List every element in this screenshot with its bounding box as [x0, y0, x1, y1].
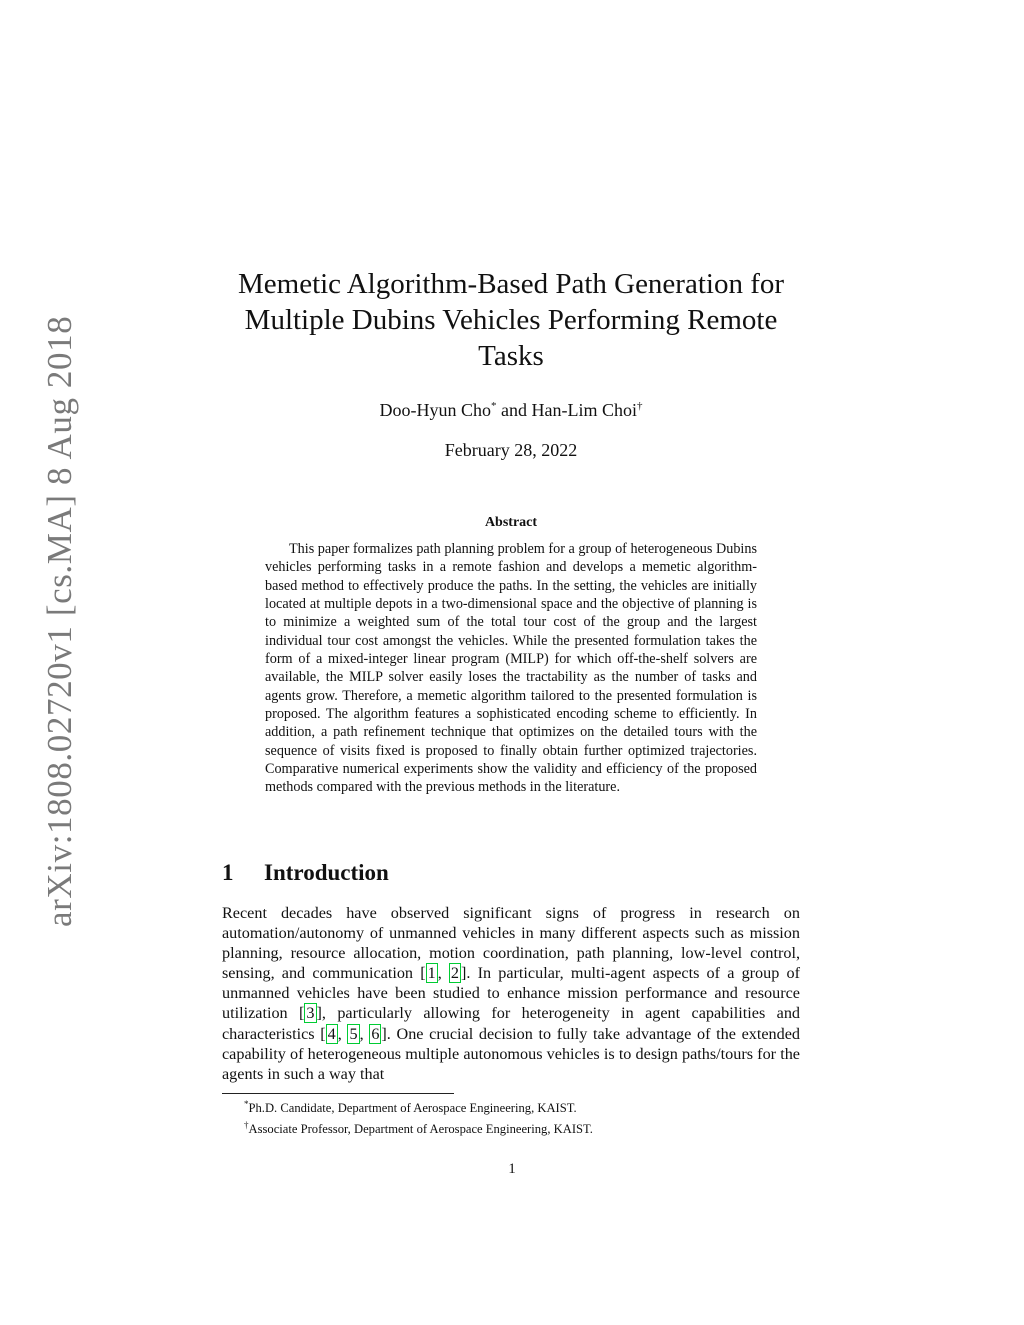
footnote-mark: †: [637, 400, 643, 412]
footnote-text: Ph.D. Candidate, Department of Aerospace Engineering, KAIST.: [248, 1101, 577, 1116]
body-text: ,: [359, 1024, 370, 1043]
abstract-heading: Abstract: [484, 515, 538, 530]
citation-link[interactable]: 4: [327, 1024, 336, 1043]
citation-link[interactable]: 2: [450, 964, 459, 983]
body-text: ,: [437, 964, 449, 983]
section-number: 1: [222, 860, 234, 885]
footnote-mark: *: [491, 400, 497, 412]
citation-link[interactable]: 1: [427, 964, 436, 983]
paper-title: Memetic Algorithm-Based Path Generation for Multiple Dubins Vehicles Performing Remote Tasks: [237, 268, 785, 372]
author-connector: and: [496, 400, 532, 420]
author-name: Doo-Hyun Cho: [379, 400, 491, 420]
author-name: Han-Lim Choi: [531, 400, 637, 420]
body-text: ], particularly allowing for heterogeneity in agent capabilities and characteristics [: [222, 1004, 801, 1043]
citation-link[interactable]: 3: [306, 1004, 315, 1023]
body-text: ,: [337, 1024, 348, 1043]
author-line: [220, 400, 802, 421]
body-text: Recent decades have observed significant signs of progress in research on automation/autonomy of unmanned vehicles in many different aspects such as mission planning, resource allocation, motion coordination, path planning, low-level control, sensing, and communication [: [222, 904, 800, 983]
body-text: ]. In particular, multi-agent aspects of a group of unmanned vehicles have been studied to enhance mission performance and resource utilization [: [222, 964, 800, 1023]
footnote-mark: *: [244, 1099, 249, 1109]
introduction-paragraph: [222, 903, 800, 1084]
citation-link[interactable]: 5: [349, 1024, 358, 1043]
footnote: [244, 1096, 593, 1117]
paper-date: February 28, 2022: [444, 440, 578, 460]
arxiv-identifier-stamp: arXiv:1808.02720v1 [cs.MA] 8 Aug 2018: [40, 315, 79, 927]
footnote-mark: †: [244, 1120, 249, 1131]
footnote: [244, 1117, 593, 1138]
body-text: ]. One crucial decision to fully take advantage of the extended capability of heterogeneous multiple autonomous vehicles is to design paths/tours for the agents in such a way that: [222, 1024, 801, 1083]
page-number: 1: [508, 1161, 516, 1177]
abstract-text: This paper formalizes path planning problem for a group of heterogeneous Dubins vehicles performing tasks in a remote fashion and develops a memetic algorithm-based method to effectively produce the paths. In the setting, the vehicles are initially located at multiple depots in a two-dimensional space and the objective of planning is to minimize a weighted sum of the total tour cost of the group and the largest individual tour cost amongst the vehicles. While the presented formulation takes the form of a mixed-integer linear program (MILP) for which off-the-shelf solvers are available, the MILP solver easily loses the tractability as the number of tasks and agents grow. Therefore, a memetic algorithm tailored to the presented formulation is proposed. The algorithm features a sophisticated encoding scheme to efficiently. In addition, a path refinement technique that optimizes on the detailed tours with the sequence of visits fixed is proposed to finally obtain further optimized trajectories. Comparative numerical experiments show the validity and efficiency of the proposed methods compared with the previous methods in the literature.: [265, 541, 757, 796]
citation-link[interactable]: 6: [371, 1024, 380, 1043]
footnotes: [244, 1096, 593, 1138]
footnote-text: Associate Professor, Department of Aerospace Engineering, KAIST.: [248, 1122, 593, 1137]
section-title: Introduction: [264, 860, 389, 885]
footnote-divider: [222, 1093, 454, 1094]
section-heading: [222, 860, 389, 886]
